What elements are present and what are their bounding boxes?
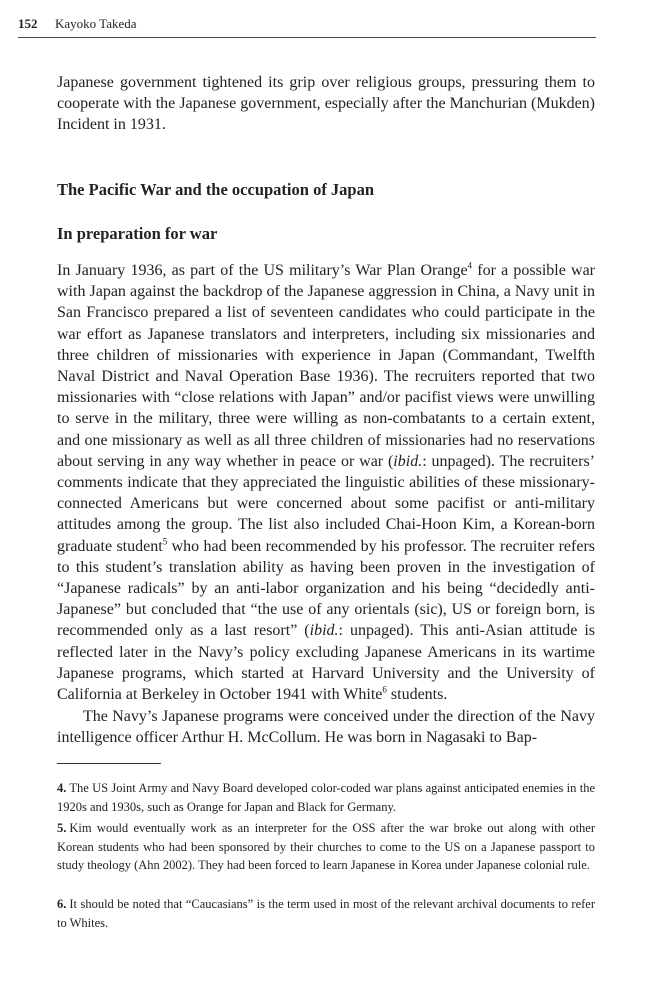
footnote-text: It should be noted that “Caucasians” is the term used in most of the relevant archival documents to refer to Whites. [57, 897, 595, 930]
footnote-number: 4. [57, 781, 67, 795]
text-run: who had been recommended by his professor. The recruiter refers to this student’s translation ability as having been proven in the investigation of “Japanese radicals” by an anti-labor organization and his being “decidedly anti-Japanese” but concluded that “the use of any orientals (sic), US or foreign born, is recommended only as a last resort” ( [57, 537, 596, 640]
citation-ibid: ibid. [309, 622, 339, 640]
body-paragraph-1 [57, 260, 595, 705]
citation-ibid: ibid. [393, 452, 423, 470]
footnote-text: Kim would eventually work as an interpreter for the OSS after the war broke out along with other Korean students who had been sponsored by their churches to come to the US on a Japanese passport to study theology (Ahn 2002). They had been forced to learn Japanese in Korea under Japanese colonial rule. [57, 821, 595, 873]
text-run: : unpaged). The recruiters’ comments indicate that they appreciated the linguistic abilities of these missionary-connected Americans but were concerned about some pacifist or anti-military attitudes among the group. The list also included Chai-Hoon Kim, a Korean-born graduate student [57, 452, 596, 555]
footnote-5 [57, 819, 595, 875]
text-run: for a possible war with Japan against the backdrop of the Japanese aggression in China, a Navy unit in San Francisco prepared a list of seventeen candidates who could participate in the war effort as Japanese translators and interpreters, including six missionaries and three children of missionaries with experience in Japan (Commandant, Twelfth Naval District and Naval Operation Base 1936). The recruiters reported that two missionaries with “close relations with Japan” and/or pacifist views were unwilling to serve in the military, three were willing as non-combatants to a certain extent, and one missionary as well as all three children of missionaries had no reservations about serving in any way whether in peace or war ( [57, 262, 596, 470]
text-run: students. [386, 686, 448, 704]
intro-paragraph: Japanese government tightened its grip over religious groups, pressuring them to cooperate with the Japanese government, especially after the Manchurian (Mukden) Incident in 1931. [57, 74, 595, 134]
text-run: In January 1936, as part of the US military’s War Plan Orange [57, 262, 468, 279]
running-head-author: Kayoko Takeda [55, 16, 137, 31]
footnote-text: The US Joint Army and Navy Board developed color-coded war plans against anticipated enemies in the 1920s and 1930s, such as Orange for Japan and Black for Germany. [57, 781, 595, 814]
footnote-ref-5[interactable]: 5 [162, 536, 168, 547]
text-run: : unpaged). This anti-Asian attitude is reflected later in the Navy’s policy excluding Japanese Americans in its wartime Japanese programs, which started at Harvard University and the University of California at Berkeley in October 1941 with White [57, 622, 596, 704]
footnote-number: 5. [57, 821, 67, 835]
page-number: 152 [18, 16, 38, 31]
section-heading: The Pacific War and the occupation of Japan [57, 180, 375, 199]
footnote-ref-4[interactable]: 4 [467, 260, 473, 271]
footnote-ref-6[interactable]: 6 [382, 684, 387, 695]
footnote-divider [57, 763, 161, 764]
footnote-number: 6. [57, 897, 67, 911]
running-header [18, 15, 596, 38]
footnote-6 [57, 895, 595, 932]
footnote-4 [57, 779, 595, 816]
body-paragraph-2: The Navy’s Japanese programs were conceived under the direction of the Navy intelligence officer Arthur H. McCollum. He was born in Nagasaki to Bap- [57, 708, 595, 747]
subsection-heading: In preparation for war [57, 224, 218, 243]
